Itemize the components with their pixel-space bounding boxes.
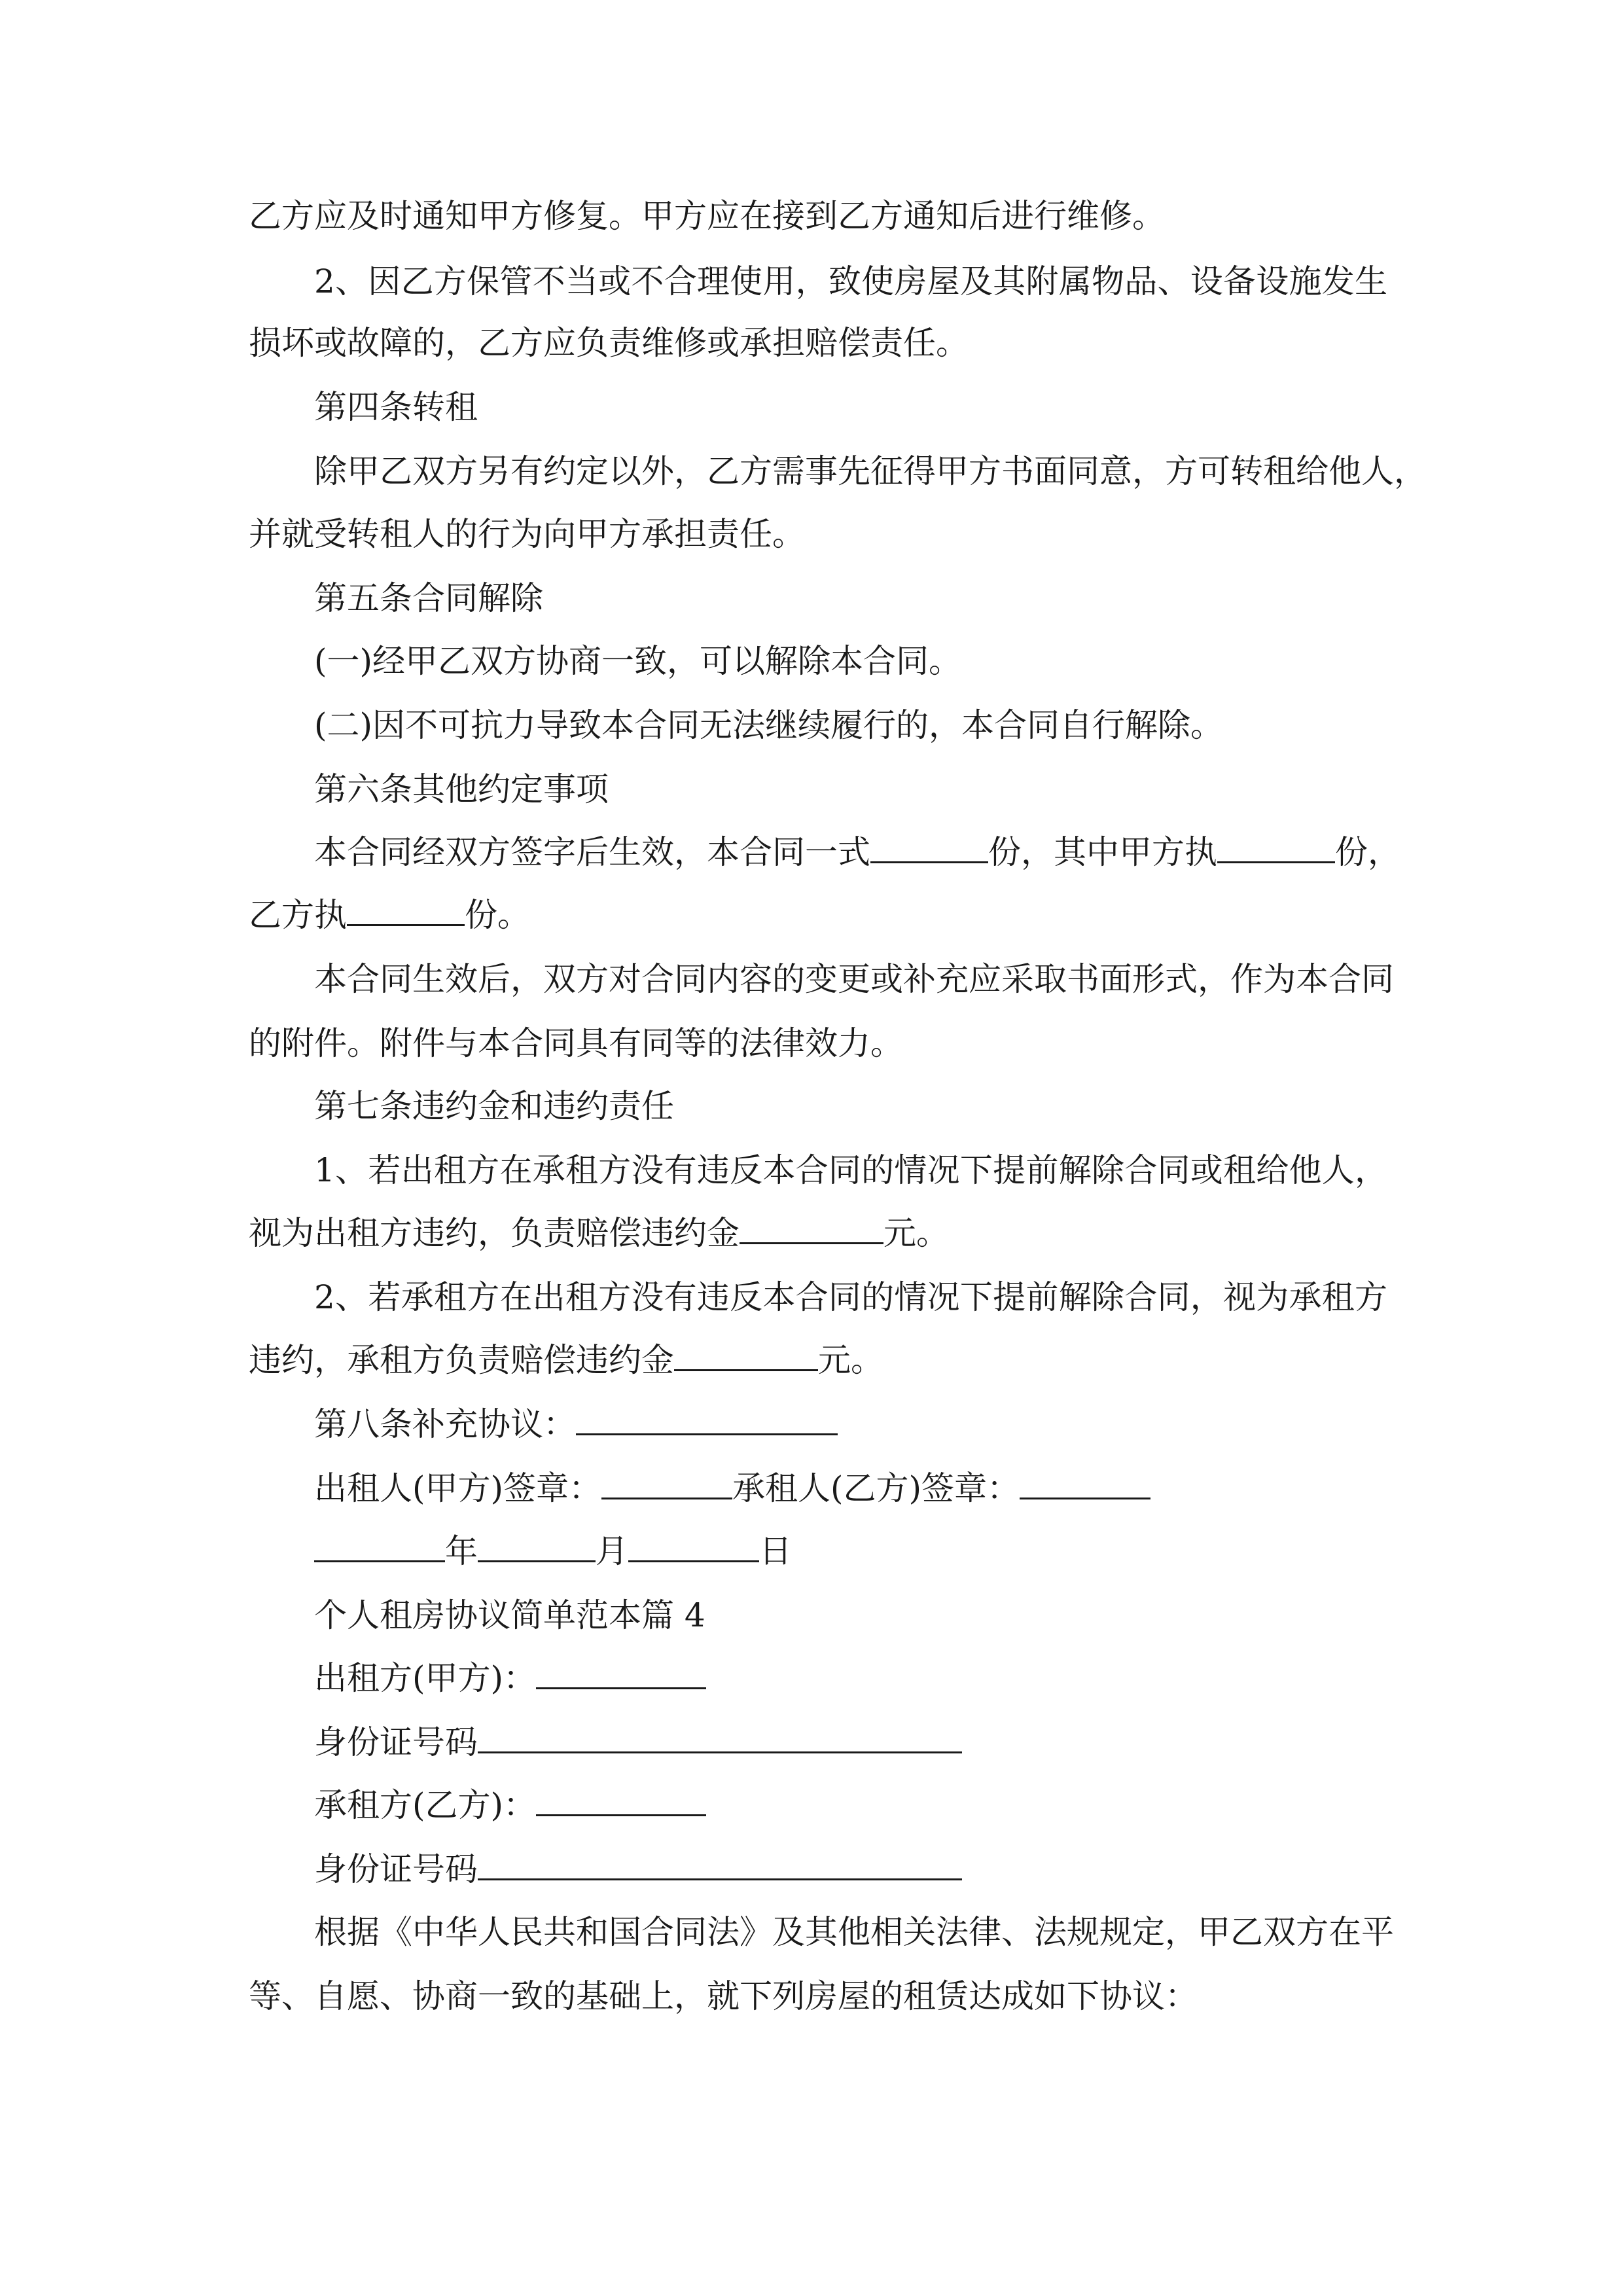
text-segment: 份，其中甲方执 (988, 833, 1217, 871)
section-heading-5: 第五条合同解除 (314, 579, 543, 617)
text-segment: 视为出租方违约，负责赔偿违约金 (249, 1214, 740, 1252)
text-segment: 承租人(乙方)签章： (732, 1469, 1020, 1507)
year-blank (314, 1532, 445, 1562)
text-segment: 月 (596, 1532, 628, 1570)
paragraph-line: 2、因乙方保管不当或不合理使用，致使房屋及其附属物品、设备设施发生 (314, 262, 1387, 300)
paragraph-line: 乙方应及时通知甲方修复。甲方应在接到乙方通知后进行维修。 (249, 197, 1165, 235)
copies-party-a-blank (1217, 833, 1335, 863)
lessor-signature-blank (601, 1469, 732, 1499)
section-heading-8 (314, 1405, 838, 1444)
section-heading-6: 第六条其他约定事项 (314, 770, 609, 808)
lessee-name-blank (536, 1785, 706, 1816)
sample-title: 个人租房协议简单范本篇 4 (314, 1596, 705, 1634)
lessee-id-blank (478, 1850, 962, 1880)
lessee-signature-blank (1020, 1469, 1150, 1499)
paragraph-line-penalty-a (249, 1213, 949, 1253)
text-segment: 元。 (883, 1214, 949, 1252)
paragraph-line: 等、自愿、协商一致的基础上，就下列房屋的租赁达成如下协议： (249, 1977, 1198, 2015)
paragraph-line: 除甲乙双方另有约定以外，乙方需事先征得甲方书面同意，方可转租给他人， (314, 452, 1427, 490)
text-segment: 出租方(甲方)： (314, 1659, 537, 1697)
paragraph-line: 的附件。附件与本合同具有同等的法律效力。 (249, 1024, 903, 1062)
lessor-line (314, 1659, 706, 1698)
paragraph-line: 根据《中华人民共和国合同法》及其他相关法律、法规规定，甲乙双方在平 (314, 1913, 1394, 1951)
text-segment: 份。 (465, 896, 530, 934)
paragraph-line: (一)经甲乙双方协商一致，可以解除本合同。 (314, 642, 962, 680)
paragraph-line: 损坏或故障的，乙方应负责维修或承担赔偿责任。 (249, 324, 969, 362)
paragraph-line-copies-b (249, 895, 530, 935)
text-segment: 第八条补充协议： (314, 1405, 576, 1443)
section-heading-7: 第七条违约金和违约责任 (314, 1087, 674, 1125)
text-segment: 元。 (818, 1341, 883, 1379)
text-segment: 本合同经双方签字后生效，本合同一式 (314, 833, 870, 871)
text-segment: 年 (445, 1532, 478, 1570)
text-segment: 身份证号码 (314, 1723, 478, 1761)
text-segment: 出租人(甲方)签章： (314, 1469, 602, 1507)
lessee-line (314, 1785, 706, 1825)
text-segment: 乙方执 (249, 896, 347, 934)
text-segment: 违约，承租方负责赔偿违约金 (249, 1341, 674, 1379)
section-heading-4: 第四条转租 (314, 388, 478, 426)
text-segment: 日 (759, 1532, 792, 1570)
supplement-blank (576, 1405, 838, 1435)
day-blank (628, 1532, 759, 1562)
signature-line (314, 1469, 1150, 1508)
text-segment: 身份证号码 (314, 1850, 478, 1888)
penalty-amount-blank (740, 1213, 883, 1244)
copies-total-blank (870, 833, 988, 863)
lessee-id-line (314, 1850, 962, 1889)
lessor-id-line (314, 1723, 962, 1762)
penalty-amount-blank (674, 1340, 818, 1371)
text-segment: 承租方(乙方)： (314, 1786, 537, 1824)
paragraph-line-penalty-b (249, 1340, 883, 1380)
paragraph-line: 2、若承租方在出租方没有违反本合同的情况下提前解除合同，视为承租方 (314, 1278, 1387, 1316)
paragraph-line: 1、若出租方在承租方没有违反本合同的情况下提前解除合同或租给他人， (314, 1151, 1387, 1189)
lessor-name-blank (536, 1659, 706, 1689)
month-blank (478, 1532, 596, 1562)
text-segment: 份， (1335, 833, 1400, 871)
paragraph-line: 本合同生效后，双方对合同内容的变更或补充应采取书面形式，作为本合同 (314, 960, 1394, 998)
paragraph-line-copies (314, 833, 1400, 872)
lessor-id-blank (478, 1723, 962, 1753)
paragraph-line: (二)因不可抗力导致本合同无法继续履行的，本合同自行解除。 (314, 706, 1224, 744)
paragraph-line: 并就受转租人的行为向甲方承担责任。 (249, 515, 805, 553)
copies-party-b-blank (347, 895, 465, 926)
date-line (314, 1532, 792, 1571)
